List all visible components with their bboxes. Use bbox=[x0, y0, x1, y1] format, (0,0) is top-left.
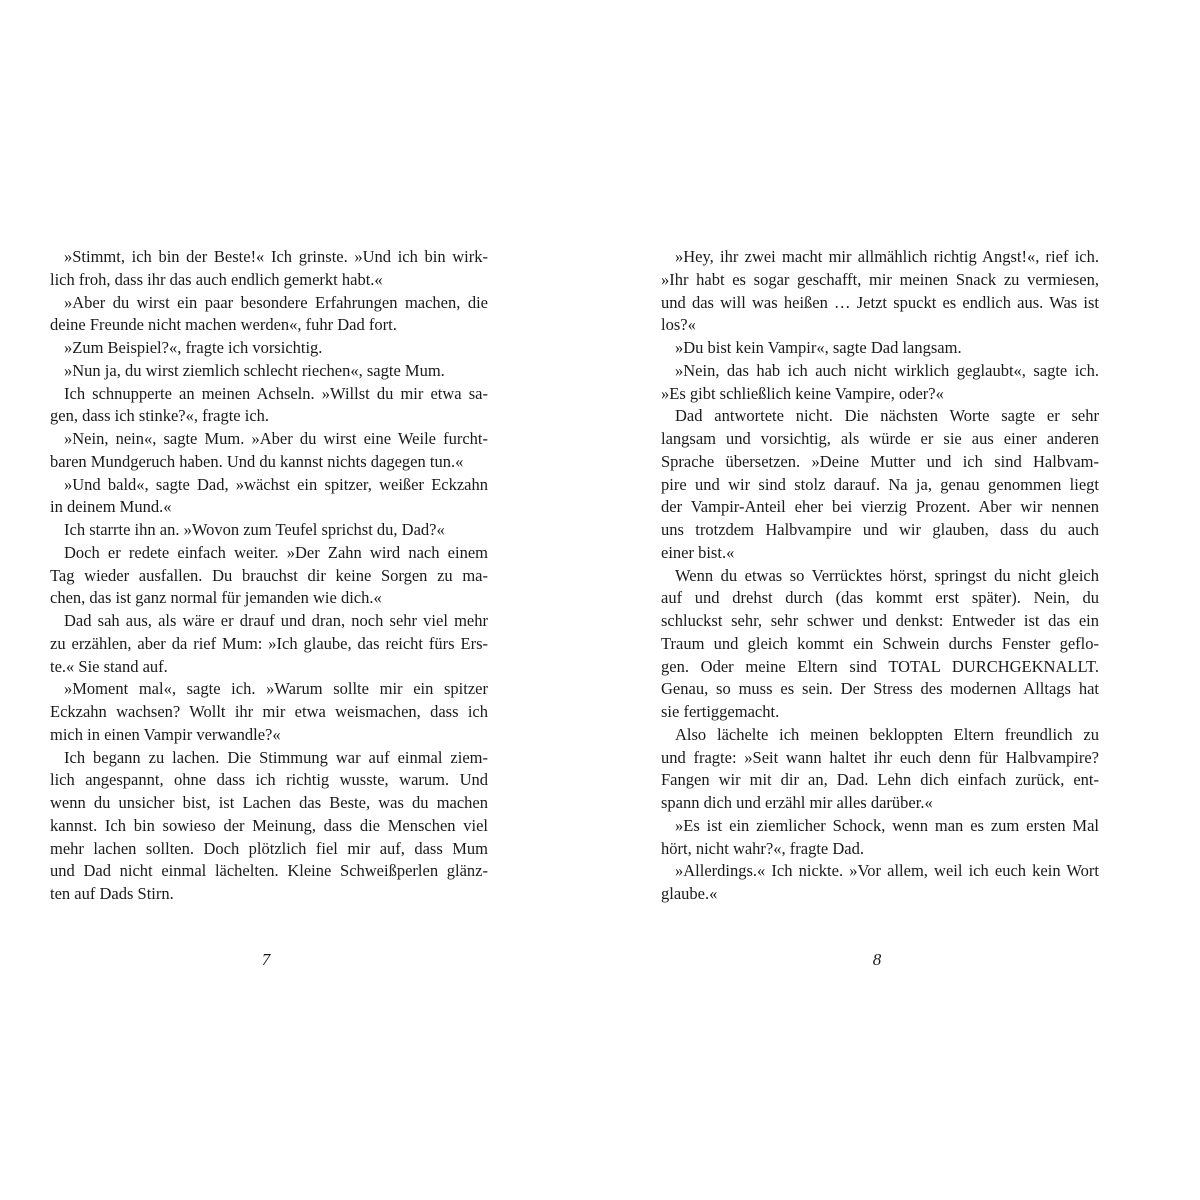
text-line: gen. Oder meine Eltern sind TOTAL DURCHGEKNALLT. bbox=[661, 656, 1099, 676]
text-line: sie fertiggemacht. bbox=[661, 702, 780, 721]
text-line: Sprache übersetzen. »Deine Mutter und ich sind Halbvam- bbox=[661, 451, 1099, 471]
text-line: »Moment mal«, sagte ich. »Warum sollte mir ein spitzer bbox=[64, 679, 488, 699]
text-line: langsam und vorsichtig, als würde er sie aus einer anderen bbox=[661, 429, 1099, 448]
text-line: te.« Sie stand auf. bbox=[50, 656, 168, 676]
text-line: ten auf Dads Stirn. bbox=[50, 884, 174, 903]
text-line: kannst. Ich bin sowieso der Meinung, dass die Menschen viel bbox=[50, 815, 488, 835]
text-line: gen, dass ich stinke?«, fragte ich. bbox=[50, 406, 270, 426]
text-line: Fangen wir mit dir an, Dad. Lehn dich einfach zurück, ent- bbox=[661, 770, 1099, 790]
text-line: deine Freunde nicht machen werden«, fuhr Dad fort. bbox=[50, 315, 397, 335]
text-line: uns trotzdem Halbvampire und wir glauben, dass du auch bbox=[661, 520, 1099, 539]
text-line: lich angespannt, ohne dass ich richtig wusste, warum. Und bbox=[50, 770, 488, 790]
text-line: baren Mundgeruch haben. Und du kannst nichts dagegen tun.« bbox=[50, 451, 464, 471]
text-line: Ich schnupperte an meinen Achseln. »Willst du mir etwa sa- bbox=[64, 383, 488, 403]
text-line: in deinem Mund.« bbox=[50, 497, 172, 517]
text-line: »Stimmt, ich bin der Beste!« Ich grinste. »Und ich bin wirk- bbox=[64, 247, 488, 266]
text-line: »Nun ja, du wirst ziemlich schlecht riechen«, sagte Mum. bbox=[64, 360, 445, 380]
text-line: Genau, so muss es sein. Der Stress des modernen Alltags hat bbox=[661, 679, 1099, 699]
text-line: »Es gibt schließlich keine Vampire, oder?« bbox=[661, 383, 944, 403]
text-line: »Ihr habt es sogar geschafft, mir meinen Snack zu vermiesen, bbox=[661, 269, 1099, 289]
text-line: Dad antwortete nicht. Die nächsten Worte sagte er sehr bbox=[675, 406, 1099, 426]
text-line: Doch er redete einfach weiter. »Der Zahn wird nach einem bbox=[64, 542, 488, 562]
text-line: »Und bald«, sagte Dad, »wächst ein spitzer, weißer Eckzahn bbox=[64, 474, 488, 494]
text-line: pire und wir sind stolz darauf. Na ja, genau genommen liegt bbox=[661, 474, 1099, 494]
left-page-number: 7 bbox=[261, 950, 271, 969]
text-line: »Du bist kein Vampir«, sagte Dad langsam. bbox=[675, 338, 962, 357]
text-line: Dad sah aus, als wäre er drauf und dran, noch sehr viel mehr bbox=[64, 611, 488, 630]
text-line: »Allerdings.« Ich nickte. »Vor allem, weil ich euch kein Wort bbox=[675, 861, 1099, 881]
text-line: schluckst sehr, sehr schwer und denkst: Entweder ist das ein bbox=[661, 611, 1099, 630]
text-line: »Nein, nein«, sagte Mum. »Aber du wirst eine Weile furcht- bbox=[64, 429, 488, 448]
text-line: mehr lachen sollten. Doch plötzlich fiel mir auf, dass Mum bbox=[50, 838, 488, 858]
text-line: »Hey, ihr zwei macht mir allmählich richtig Angst!«, rief ich. bbox=[675, 247, 1099, 266]
text-line: Also lächelte ich meinen bekloppten Eltern freundlich zu bbox=[675, 724, 1099, 744]
text-line: glaube.« bbox=[661, 884, 718, 903]
right-page-text bbox=[661, 246, 1099, 906]
text-line: zu erzählen, aber da rief Mum: »Ich glaube, das reicht fürs Ers- bbox=[50, 633, 488, 653]
text-line: der Vampir-Anteil eher bei vierzig Prozent. Aber wir nennen bbox=[661, 497, 1099, 517]
text-line: Ich begann zu lachen. Die Stimmung war auf einmal ziem- bbox=[64, 747, 488, 767]
text-line: einer bist.« bbox=[661, 542, 735, 562]
text-line: Traum und gleich kommt ein Schwein durchs Fenster geflo- bbox=[661, 633, 1099, 653]
text-line: Ich starrte ihn an. »Wovon zum Teufel sprichst du, Dad?« bbox=[64, 520, 445, 539]
right-page-number: 8 bbox=[872, 950, 882, 969]
text-line: spann dich und erzähl mir alles darüber.« bbox=[661, 793, 933, 812]
text-line: lich froh, dass ihr das auch endlich gemerkt habt.« bbox=[50, 269, 383, 289]
text-line: »Aber du wirst ein paar besondere Erfahrungen machen, die bbox=[64, 292, 488, 312]
text-line: »Es ist ein ziemlicher Schock, wenn man es zum ersten Mal bbox=[675, 815, 1099, 835]
text-line: los?« bbox=[661, 315, 696, 335]
text-line: auf und drehst durch (das kommt erst später). Nein, du bbox=[661, 588, 1099, 608]
text-line: Tag wieder ausfallen. Du brauchst dir keine Sorgen zu ma- bbox=[50, 565, 488, 585]
text-line: hört, nicht wahr?«, fragte Dad. bbox=[661, 838, 864, 858]
text-line: chen, das ist ganz normal für jemanden wie dich.« bbox=[50, 588, 382, 608]
text-line: und Dad nicht einmal lächelten. Kleine Schweißperlen glänz- bbox=[50, 861, 488, 881]
text-line: Wenn du etwas so Verrücktes hörst, springst du nicht gleich bbox=[675, 565, 1099, 585]
text-line: und das will was heißen … Jetzt spuckt es endlich aus. Was ist bbox=[661, 292, 1099, 312]
text-line: Eckzahn wachsen? Wollt ihr mir etwa weismachen, dass ich bbox=[50, 702, 488, 721]
text-line: wenn du unsicher bist, ist Lachen das Beste, was du machen bbox=[50, 793, 488, 812]
text-line: »Nein, das hab ich auch nicht wirklich geglaubt«, sagte ich. bbox=[675, 360, 1099, 380]
text-line: und fragte: »Seit wann haltet ihr euch denn für Halbvampire? bbox=[661, 747, 1099, 767]
text-line: »Zum Beispiel?«, fragte ich vorsichtig. bbox=[64, 338, 323, 357]
text-line: mich in einen Vampir verwandle?« bbox=[50, 724, 281, 744]
left-page-text bbox=[50, 246, 488, 906]
